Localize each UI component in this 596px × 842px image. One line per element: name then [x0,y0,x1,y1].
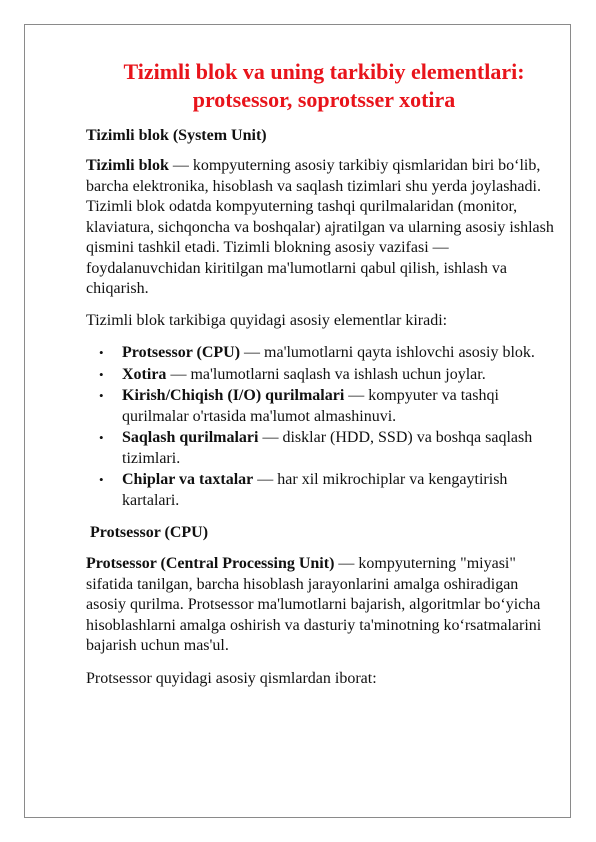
bullet-icon: • [99,430,104,445]
paragraph-elements-intro: Tizimli blok tarkibiga quyidagi asosiy elementlar kiradi: [86,311,448,329]
paragraph-cpu-parts-intro: Protsessor quyidagi asosiy qismlardan iborat: [86,669,377,687]
bullet-icon: • [99,388,104,403]
document-body [86,58,556,689]
bullet-icon: • [99,366,104,382]
list-item-description: — ma'lumotlarni saqlash va ishlash uchun joylar. [166,365,486,383]
document-title [92,58,556,114]
list-item [86,470,556,511]
list-item-description: — disklar (HDD, SSD) va boshqa saqlash tizimlari. [122,429,533,467]
paragraph-text: — kompyuterning asosiy tarkibiy qismlaridan biri bo‘lib, barcha elektronika, hisoblash va saqlash tizimlari shu yerda joylashadi. Tizimli blok odatda kompyuterning tashqi qurilmalaridan (monitor, klaviatura, sichqoncha va boshqalar) ajratilgan va ularning asosiy ishlash qismini tashkil etadi. Tizimli blokning asosiy vazifasi — foydalanuvchidan kiritilgan ma'lumotlarni qabul qilish, ishlash va chiqarish. [86,157,554,297]
paragraph-text: — kompyuterning "miyasi" sifatida tanilgan, barcha hisoblash jarayonlarini amalga oshiradigan asosiy qurilma. Protsessor ma'lumotlarni bajarish, algoritmlar bo‘yicha hisoblashlarni amalga oshirish va dasturiy ta'minotning ko‘rsatmalarini bajarish uchun mas'ul. [86,555,542,654]
term-system-unit: Tizimli blok [86,157,169,174]
bullet-icon: • [99,345,104,360]
paragraph-cpu [86,554,556,657]
list-item [86,428,556,469]
list-item [86,343,556,364]
term-cpu: Protsessor (Central Processing Unit) [86,555,335,572]
title-line-2: protsessor, soprotsser xotira [192,87,456,112]
list-item-term: Protsessor (CPU) [122,344,241,361]
list-item-term: Saqlash qurilmalari [122,429,259,446]
list-item-term: Kirish/Chiqish (I/O) qurilmalari [122,387,345,404]
list-item-term: Xotira [122,365,167,383]
list-item-description: — ma'lumotlarni qayta ishlovchi asosiy blok. [240,344,535,361]
list-item-description: — har xil mikrochiplar va kengaytirish kartalari. [122,471,508,509]
section-heading-system-unit: Tizimli blok (System Unit) [86,127,267,144]
elements-list [86,343,556,511]
title-line-1: Tizimli blok va uning tarkibiy elementlari: [123,59,525,84]
list-item [86,386,556,427]
list-item-term: Chiplar va taxtalar [122,471,254,488]
bullet-icon: • [99,472,104,487]
paragraph-system-unit [86,156,556,300]
list-item [86,365,556,386]
section-heading-cpu: Protsessor (CPU) [90,524,209,541]
list-item-description: — kompyuter va tashqi qurilmalar o'rtasida ma'lumot almashinuvi. [122,387,499,425]
